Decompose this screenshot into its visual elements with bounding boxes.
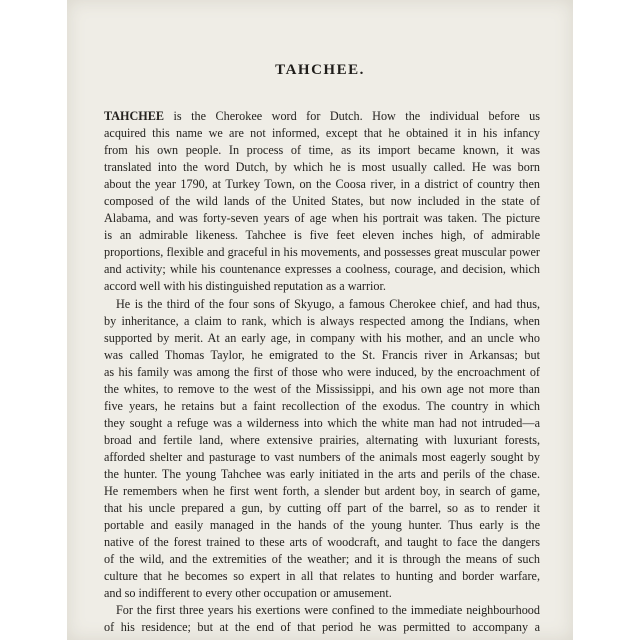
page-title: TAHCHEE. — [275, 62, 365, 78]
text-line: portable and easily managed in the hands of the young hunter. Thus early is the — [104, 518, 540, 533]
text-line: Alabama, and was forty-seven years of age when his portrait was taken. The picture — [104, 211, 540, 226]
text-line: For the first three years his exertions were confined to the immediate neighbourhood — [116, 603, 540, 618]
book-page — [67, 0, 573, 640]
text-line: the hunter. The young Tahchee was early initiated in the arts and perils of the chase. — [104, 466, 540, 481]
text-line — [104, 108, 540, 125]
text-line: about the year 1790, at Turkey Town, on the Coosa river, in a district of country then — [104, 177, 540, 192]
text-line: five years, he retains but a faint recollection of the exodus. The country in which — [104, 398, 540, 413]
text-line: of the wild, and the extremities of the weather; and it is through the means of such — [104, 552, 540, 567]
text-line: native of the forest trained to these arts of woodcraft, and taught to face the dangers — [104, 535, 540, 550]
text-line: He is the third of the four sons of Skyugo, a famous Cherokee chief, and had thus, — [116, 296, 540, 311]
text-line: from his own people. In process of time, as its import became known, it was — [104, 143, 540, 158]
text-line: the whites, to remove to the west of the Mississippi, and his own age not more than — [104, 381, 540, 396]
text-line: is an admirable likeness. Tahchee is five feet eleven inches high, of admirable — [104, 228, 540, 243]
text-line: and activity; while his countenance expresses a coolness, courage, and decision, which — [104, 262, 540, 277]
text-line: by inheritance, a claim to rank, which is always respected among the Indians, when — [104, 313, 540, 328]
text-line: and so indifferent to every other occupation or amusement. — [104, 586, 392, 601]
text-line: supported by merit. At an early age, in company with his mother, and an uncle who — [104, 330, 540, 345]
lead-word: TAHCHEE — [104, 109, 165, 123]
text-line: acquired this name we are not informed, except that he obtained it in his infancy — [104, 126, 540, 141]
text-line: was called Thomas Taylor, he emigrated to the St. Francis river in Arkansas; but — [104, 347, 540, 362]
text-line: proportions, flexible and graceful in his movements, and possesses great muscular power — [104, 245, 540, 260]
text-line: translated into the word Dutch, by which he is most usually called. He was born — [104, 160, 540, 175]
text-line: broad and fertile land, where extensive prairies, alternating with luxuriant forests, — [104, 432, 540, 447]
text-line: as his family was among the first of those who were induced, by the encroachment of — [104, 364, 540, 379]
text-line: accord well with his distinguished reputation as a warrior. — [104, 279, 386, 294]
text-line: composed of the wild lands of the United States, but now included in the state of — [104, 194, 540, 209]
body-text — [104, 108, 540, 636]
text-line: of his residence; but at the end of that period he was permitted to accompany a — [104, 620, 540, 635]
text-line: He remembers when he first went forth, a slender but ardent boy, in search of game, — [104, 484, 540, 499]
text-line: that his uncle prepared a gun, by cutting off part of the barrel, so as to render it — [104, 501, 540, 516]
line-text: is the Cherokee word for Dutch. How the individual before us — [164, 109, 540, 123]
text-line: culture that he becomes so expert in all that relates to hunting and border warfare, — [104, 569, 540, 584]
text-line: they sought a refuge was a wilderness into which the white man had not intruded—a — [104, 415, 540, 430]
text-line: afforded shelter and pasturage to vast numbers of the animals most eagerly sought by — [104, 449, 540, 464]
